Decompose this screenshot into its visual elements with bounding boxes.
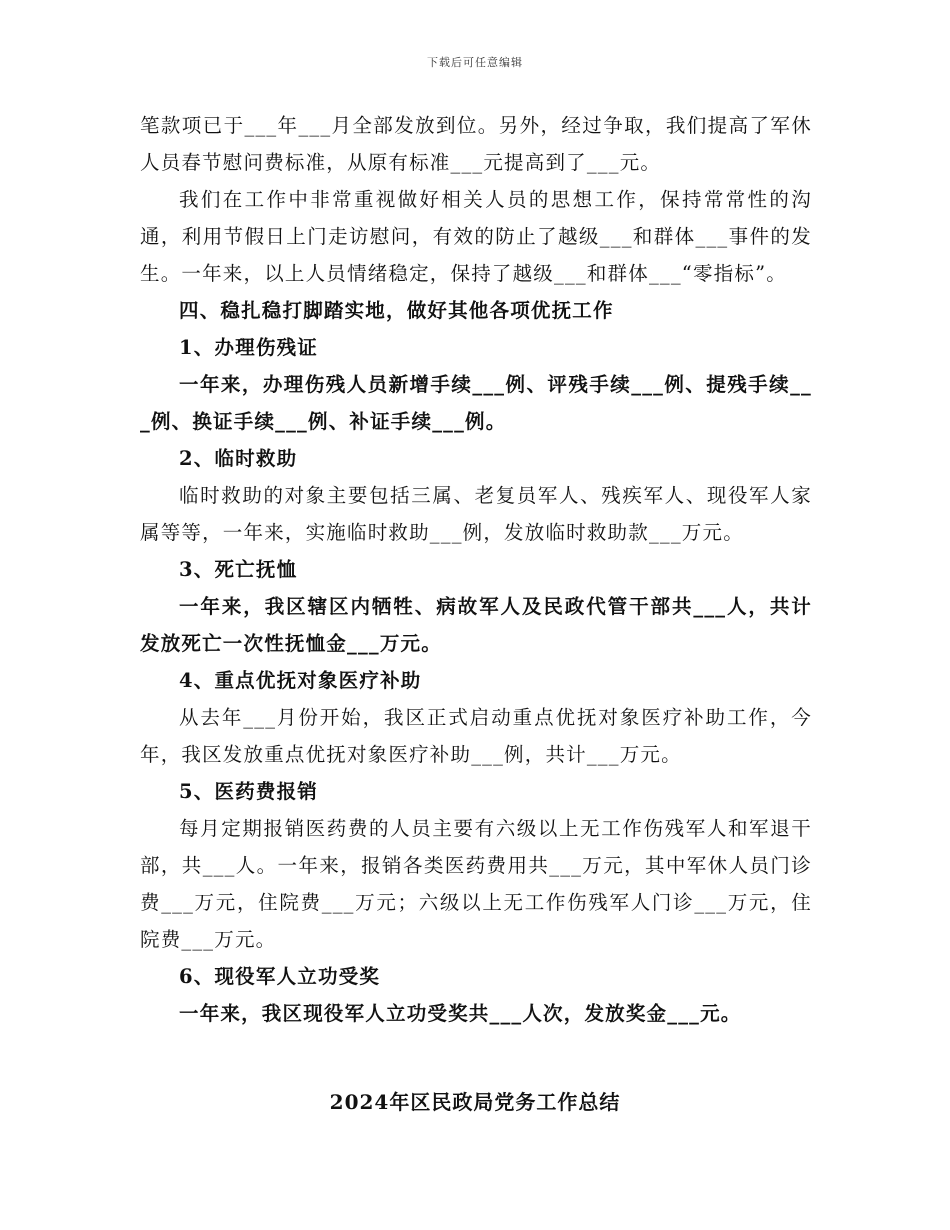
document-body: [140, 107, 812, 1032]
section-heading-4: 四、稳扎稳打脚踏实地，做好其他各项优抚工作: [179, 299, 614, 322]
paragraph-disability-certificate: 一年来，办理伤残人员新增手续___例、评残手续___例、提残手续___例、换证手续___例、补证手续___例。: [140, 373, 812, 433]
subheading-military-awards: 6、现役军人立功受奖: [179, 965, 381, 988]
subheading-temporary-aid: 2、临时救助: [179, 447, 298, 470]
paragraph-military-awards: 一年来，我区现役军人立功受奖共___人次，发放奖金___元。: [179, 1002, 742, 1025]
paragraph-ideological-work: 我们在工作中非常重视做好相关人员的思想工作，保持常常性的沟通，利用节假日上门走访慰问，有效的防止了越级___和群体___事件的发生。一年来，以上人员情绪稳定，保持了越级___和群体___“零指标”。: [140, 188, 812, 285]
paragraph-funds: 笔款项已于___年___月全部发放到位。另外，经过争取，我们提高了军休人员春节慰问费标准，从原有标准___元提高到了___元。: [140, 114, 812, 174]
subheading-death-pension: 3、死亡抚恤: [179, 558, 298, 581]
subheading-medical-reimbursement: 5、医药费报销: [179, 780, 318, 803]
paragraph-medical-reimbursement: 每月定期报销医药费的人员主要有六级以上无工作伤残军人和军退干部，共___人。一年来，报销各类医药费用共___万元，其中军休人员门诊费___万元，住院费___万元；六级以上无工作伤残军人门诊___万元，住院费___万元。: [140, 817, 812, 951]
paragraph-temporary-aid: 临时救助的对象主要包括三属、老复员军人、残疾军人、现役军人家属等等，一年来，实施临时救助___例，发放临时救助款___万元。: [140, 484, 812, 544]
page-header-note: 下载后可任意编辑: [427, 56, 523, 69]
paragraph-medical-subsidy: 从去年___月份开始，我区正式启动重点优抚对象医疗补助工作，今年，我区发放重点优抚对象医疗补助___例，共计___万元。: [140, 706, 812, 766]
document-title: 2024年区民政局党务工作总结: [329, 1090, 621, 1114]
subheading-disability-certificate: 1、办理伤残证: [179, 336, 318, 359]
subheading-medical-subsidy: 4、重点优抚对象医疗补助: [179, 669, 422, 692]
paragraph-death-pension: 一年来，我区辖区内牺牲、病故军人及民政代管干部共___人，共计发放死亡一次性抚恤金___万元。: [140, 595, 812, 655]
